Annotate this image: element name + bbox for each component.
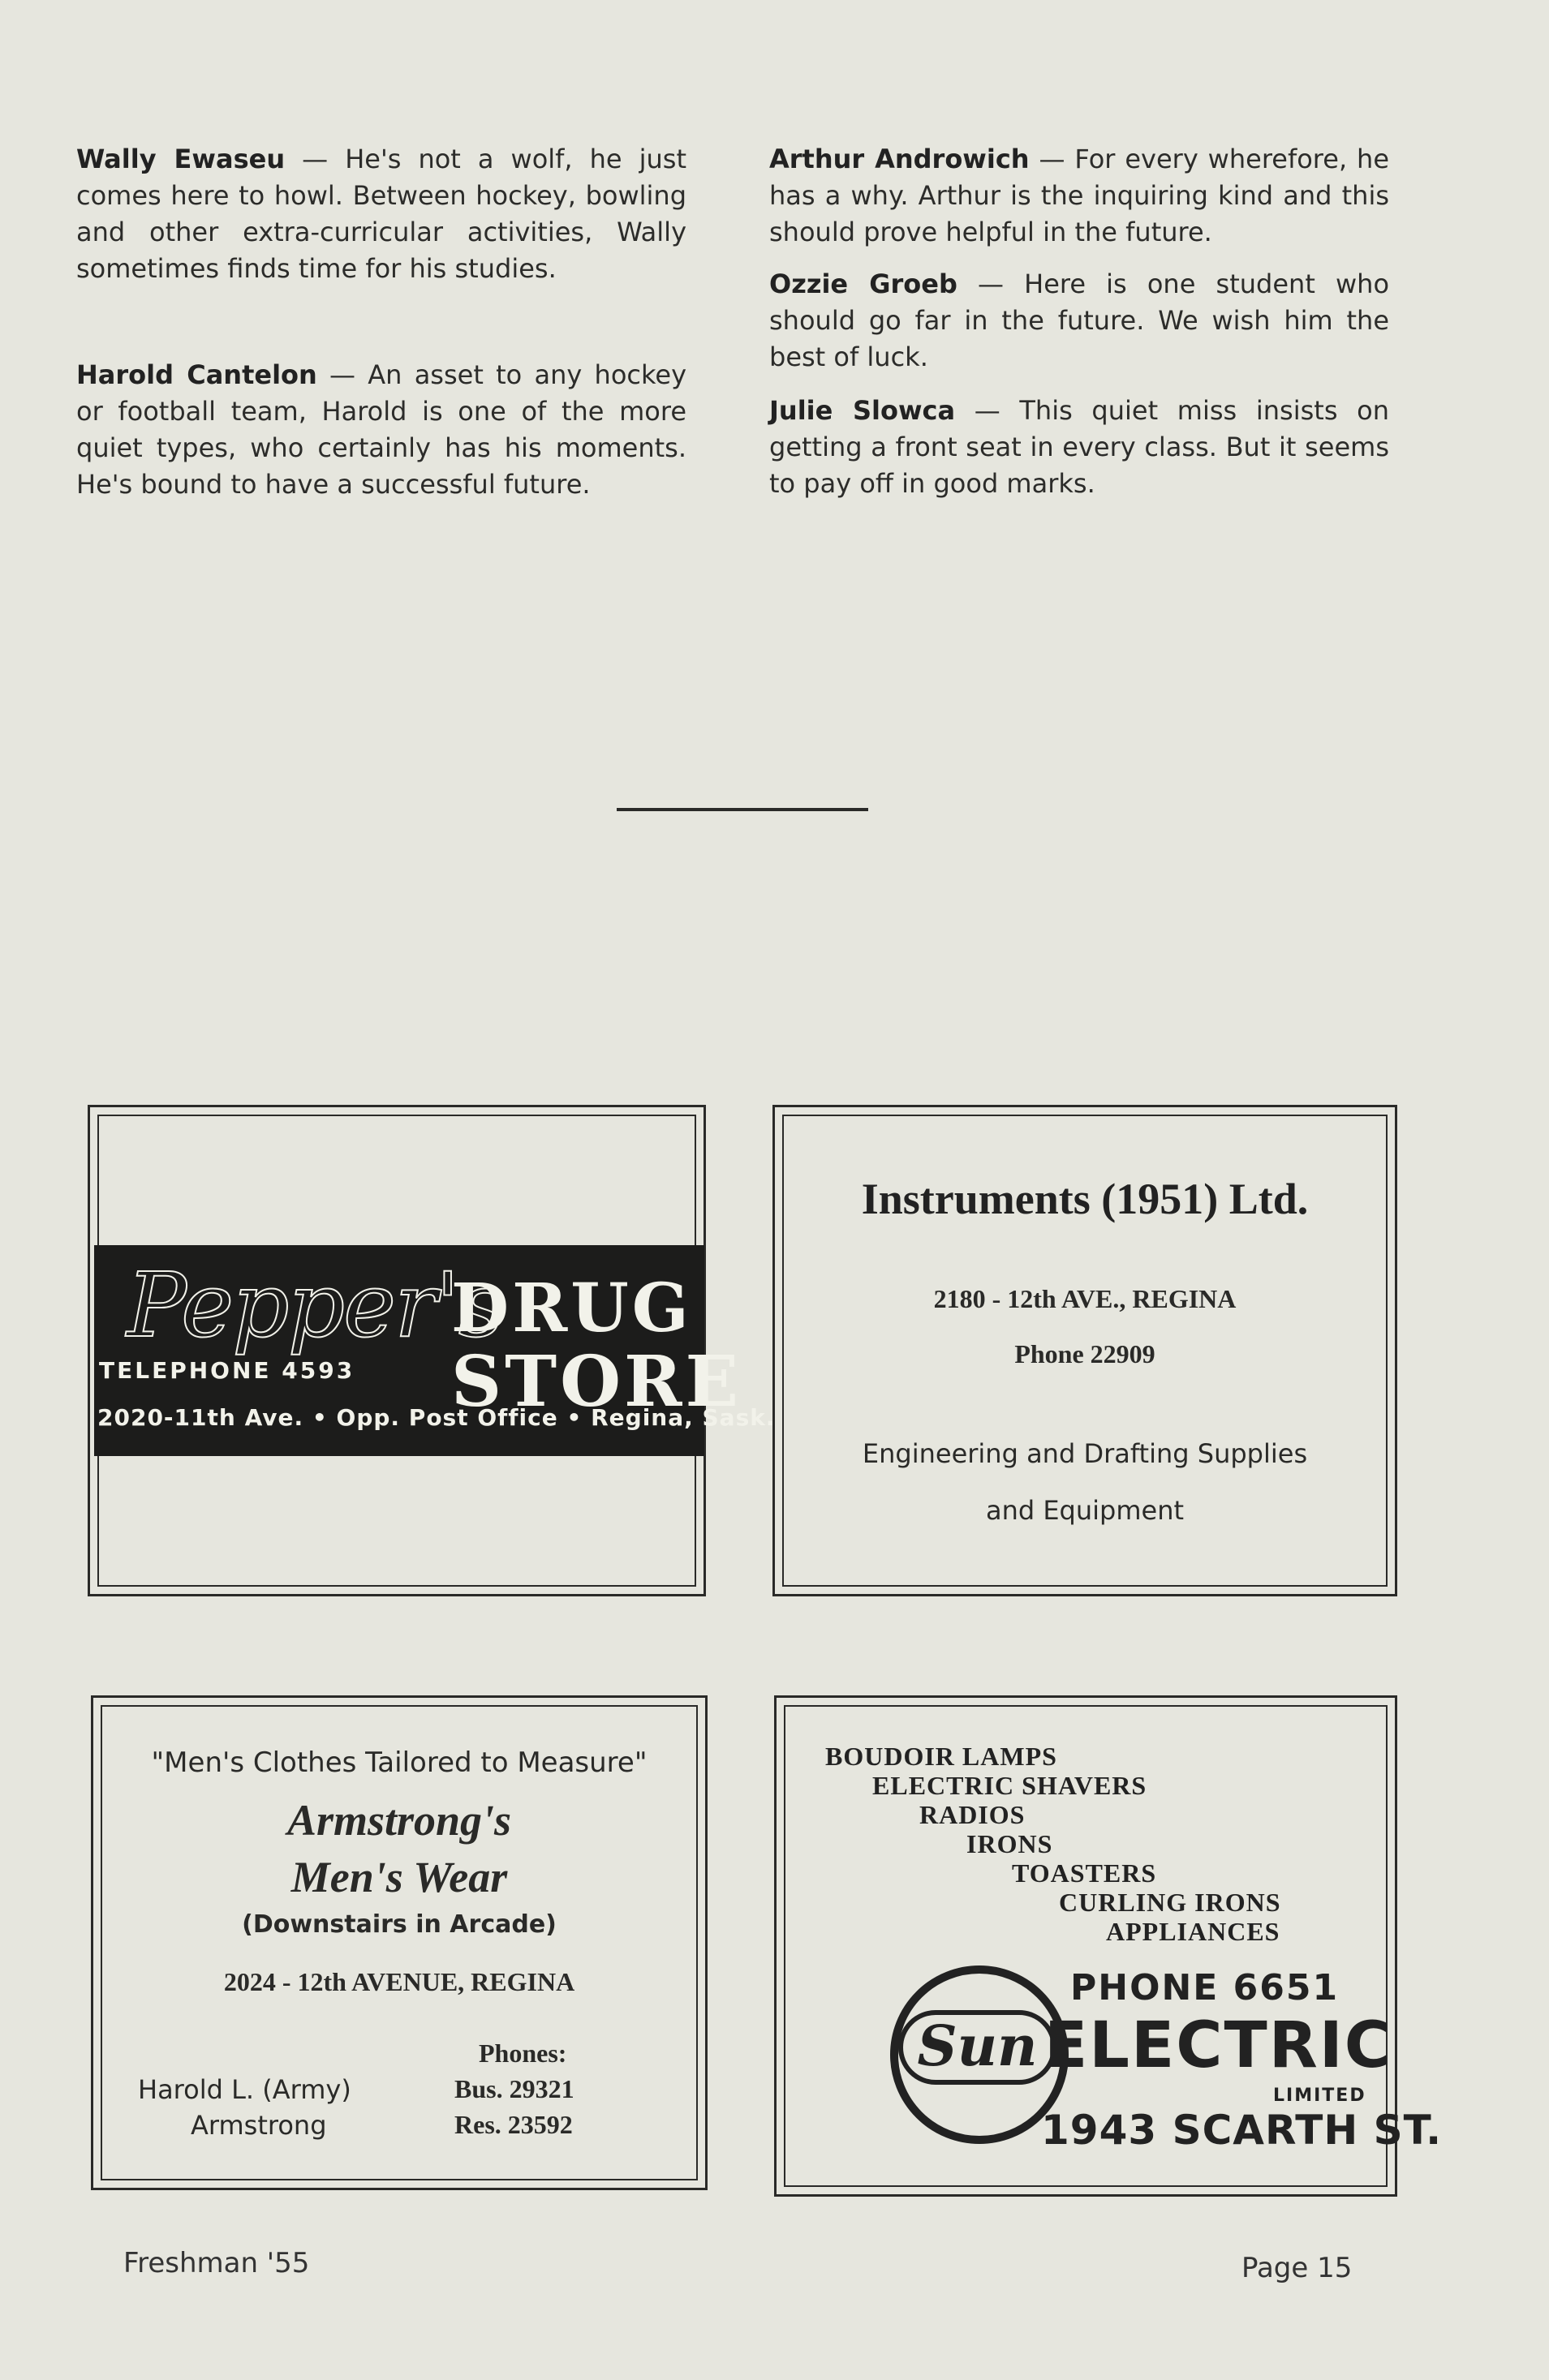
bio-name: Wally Ewaseu <box>76 144 286 174</box>
bio-text: — This quiet miss insists on getting a front seat in every class. But it seems to pay off in good marks. <box>769 395 1390 499</box>
armstrong-owner-line1: Harold L. (Army) <box>138 2074 351 2105</box>
ad-instruments <box>772 1105 1397 1596</box>
ad-armstrongs <box>91 1695 708 2190</box>
armstrong-slogan: "Men's Clothes Tailored to Measure" <box>151 1746 648 1779</box>
instruments-phone: Phone 22909 <box>1014 1339 1155 1368</box>
armstrong-location: (Downstairs in Arcade) <box>242 1910 557 1939</box>
sun-product-item: RADIOS <box>919 1800 1026 1829</box>
ad-peppers-drug-store <box>88 1105 776 1596</box>
bio-wally <box>76 141 686 287</box>
bio-harold <box>76 357 686 503</box>
ad-sun-electric <box>774 1695 1443 2197</box>
sun-phone: PHONE 6651 <box>1070 1967 1340 2008</box>
peppers-drug-text: DRUG <box>451 1269 692 1347</box>
sun-product-item: APPLIANCES <box>1106 1917 1280 1946</box>
sun-address: 1943 SCARTH ST. <box>1041 2107 1443 2154</box>
sun-product-item: CURLING IRONS <box>1059 1888 1281 1917</box>
sun-limited: LIMITED <box>1273 2086 1366 2106</box>
armstrong-phones-label: Phones: <box>479 2038 567 2068</box>
section-divider <box>617 808 868 811</box>
peppers-banner <box>94 1245 776 1456</box>
sun-logo-word: Sun <box>898 2010 1056 2085</box>
armstrong-address: 2024 - 12th AVENUE, REGINA <box>223 1967 575 1996</box>
footer-publication: Freshman '55 <box>123 2247 310 2279</box>
bio-text: — Here is one student who should go far in the future. We wish him the best of luck. <box>769 269 1390 372</box>
bio-ozzie <box>769 266 1389 376</box>
sun-product-item: IRONS <box>966 1829 1053 1858</box>
bio-text: — He's not a wolf, he just comes here to howl. Between hockey, bowling and other extra-curricular activities, Wally sometimes finds time for his studies. <box>76 144 687 284</box>
footer-page-number: Page 15 <box>1241 2252 1353 2284</box>
bio-arthur <box>769 141 1389 251</box>
sun-electric-name: ELECTRIC <box>1044 2009 1393 2082</box>
bio-name: Ozzie Groeb <box>769 269 957 299</box>
armstrong-owner-line2: Armstrong <box>191 2110 327 2141</box>
bio-text: — An asset to any hockey or football team, Harold is one of the more quiet types, who certainly has his moments. He's bound to have a successful future. <box>76 359 686 500</box>
instruments-line1: Engineering and Drafting Supplies <box>862 1438 1308 1469</box>
instruments-title: Instruments (1951) Ltd. <box>861 1175 1309 1223</box>
armstrong-phone-bus: Bus. 29321 <box>454 2074 574 2103</box>
sun-product-item: BOUDOIR LAMPS <box>825 1742 1057 1771</box>
peppers-address: 2020-11th Ave. • Opp. Post Office • Regina, Sask. <box>97 1404 776 1431</box>
peppers-store-text: STORE <box>451 1341 742 1423</box>
sun-product-item: TOASTERS <box>1012 1858 1157 1888</box>
bio-text: — For every wherefore, he has a why. Arthur is the inquiring kind and this should prove helpful in the future. <box>769 144 1389 247</box>
instruments-line2: and Equipment <box>985 1495 1185 1526</box>
peppers-script-logo: Pepper's <box>127 1253 503 1357</box>
armstrong-name-line1: Armstrong's <box>286 1796 512 1845</box>
armstrong-name-line2: Men's Wear <box>290 1853 508 1901</box>
peppers-telephone: TELEPHONE 4593 <box>99 1357 355 1384</box>
bio-name: Arthur Androwich <box>769 144 1030 174</box>
bio-julie <box>769 393 1389 502</box>
bio-name: Julie Slowca <box>769 395 956 426</box>
bio-name: Harold Cantelon <box>76 359 317 390</box>
armstrong-phone-res: Res. 23592 <box>454 2110 573 2139</box>
sun-product-item: ELECTRIC SHAVERS <box>872 1771 1147 1800</box>
instruments-address: 2180 - 12th AVE., REGINA <box>933 1284 1237 1313</box>
